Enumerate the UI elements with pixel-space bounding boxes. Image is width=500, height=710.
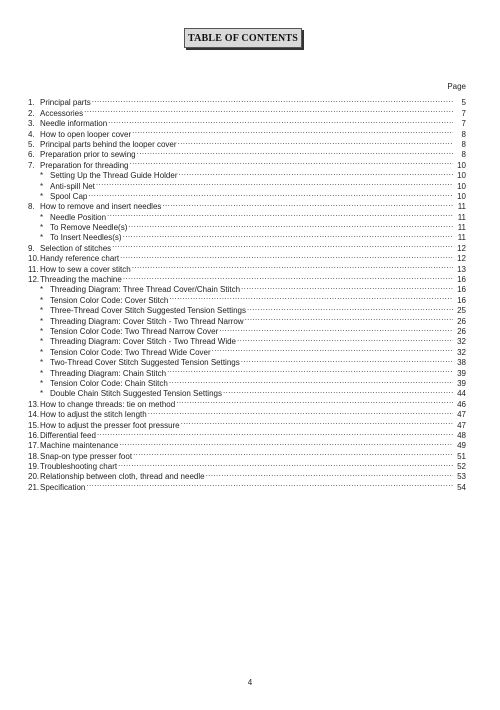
entry-number: 18. — [28, 451, 40, 461]
entry-page-number: 5 — [461, 98, 466, 108]
entry-page-number: 16 — [457, 295, 466, 305]
entry-number: 20. — [28, 472, 40, 482]
entry-label: Selection of stitches — [40, 243, 112, 253]
entry-page-number: 10 — [457, 181, 466, 191]
entry-label: Anti-spill Net — [50, 181, 95, 191]
entry-label: Tension Color Code: Two Thread Wide Cover — [50, 347, 211, 357]
dot-leader — [241, 355, 453, 365]
dot-leader — [120, 251, 453, 261]
entry-page-number: 32 — [457, 347, 466, 357]
entry-label: How to adjust the stitch length — [40, 410, 147, 420]
entry-page-number: 16 — [457, 275, 466, 285]
entry-number: 6. — [28, 150, 35, 160]
bullet-asterisk: * — [40, 191, 44, 201]
entry-label: Threading Diagram: Chain Stitch — [50, 368, 167, 378]
entry-page-number: 44 — [457, 389, 466, 399]
dot-leader — [169, 292, 453, 302]
entry-label: Specification — [40, 482, 86, 492]
bullet-asterisk: * — [40, 306, 44, 316]
entry-page-number: 8 — [461, 139, 466, 149]
entry-number: 15. — [28, 420, 40, 430]
entry-page-number: 13 — [457, 264, 466, 274]
entry-number: 19. — [28, 462, 40, 472]
entry-label: To Insert Needles(s) — [50, 233, 122, 243]
entry-label: Double Chain Stitch Suggested Tension Settings — [50, 389, 222, 399]
entry-label: Setting Up the Thread Guide Holder — [50, 171, 178, 181]
bullet-asterisk: * — [40, 337, 44, 347]
dot-leader — [167, 365, 453, 375]
entry-number: 8. — [28, 202, 35, 212]
dot-leader — [84, 105, 453, 115]
entry-number: 5. — [28, 139, 35, 149]
entry-page-number: 16 — [457, 285, 466, 295]
entry-label: Three-Thread Cover Stitch Suggested Tension Settings — [50, 306, 246, 316]
dot-leader — [247, 303, 453, 313]
dot-leader — [108, 116, 453, 126]
entry-number: 7. — [28, 160, 35, 170]
dot-leader — [178, 137, 453, 147]
entry-label: To Remove Needle(s) — [50, 223, 128, 233]
entry-number: 4. — [28, 129, 35, 139]
entry-label: Needle Position — [50, 212, 107, 222]
entry-page-number: 10 — [457, 171, 466, 181]
dot-leader — [137, 147, 453, 157]
entry-label: Spool Cap — [50, 191, 88, 201]
dot-leader — [148, 407, 453, 417]
entry-page-number: 11 — [457, 233, 466, 243]
bullet-asterisk: * — [40, 368, 44, 378]
entry-page-number: 51 — [457, 451, 466, 461]
page-column-header: Page — [447, 82, 466, 91]
dot-leader — [206, 469, 453, 479]
dot-leader — [107, 209, 453, 219]
entry-label: How to adjust the presser foot pressure — [40, 420, 180, 430]
toc-entry[interactable] — [28, 105, 466, 118]
entry-page-number: 47 — [457, 420, 466, 430]
entry-page-number: 10 — [457, 160, 466, 170]
dot-leader — [88, 189, 453, 199]
entry-label: Threading the machine — [40, 275, 122, 285]
dot-leader — [119, 438, 453, 448]
entry-number: 9. — [28, 243, 35, 253]
toc-entry[interactable] — [28, 199, 466, 212]
entry-number: 14. — [28, 410, 40, 420]
entry-label: How to open looper cover — [40, 129, 132, 139]
bullet-asterisk: * — [40, 378, 44, 388]
entry-page-number: 52 — [457, 462, 466, 472]
entry-page-number: 26 — [457, 316, 466, 326]
dot-leader — [212, 344, 453, 354]
entry-label: Machine maintenance — [40, 441, 119, 451]
entry-page-number: 48 — [457, 430, 466, 440]
dot-leader — [97, 428, 453, 438]
entry-page-number: 10 — [457, 191, 466, 201]
bullet-asterisk: * — [40, 285, 44, 295]
toc-entry[interactable] — [28, 95, 466, 108]
dot-leader — [219, 324, 453, 334]
entry-number: 16. — [28, 430, 40, 440]
entry-number: 2. — [28, 108, 35, 118]
entry-label: Threading Diagram: Cover Stitch - Two Thread Wide — [50, 337, 237, 347]
entry-number: 17. — [28, 441, 40, 451]
toc-title: TABLE OF CONTENTS — [187, 32, 299, 44]
entry-page-number: 47 — [457, 410, 466, 420]
dot-leader — [181, 417, 453, 427]
dot-leader — [178, 168, 453, 178]
dot-leader — [133, 448, 453, 458]
entry-label: Principal parts behind the looper cover — [40, 139, 177, 149]
entry-label: How to sew a cover stitch — [40, 264, 131, 274]
entry-number: 21. — [28, 482, 40, 492]
entry-page-number: 8 — [461, 150, 466, 160]
entry-label: Tension Color Code: Cover Stitch — [50, 295, 169, 305]
entry-number: 11. — [28, 264, 39, 274]
entry-page-number: 38 — [457, 358, 466, 368]
entry-page-number: 7 — [461, 108, 466, 118]
entry-label: Principal parts — [40, 98, 91, 108]
entry-label: Tension Color Code: Chain Stitch — [50, 378, 168, 388]
entry-label: Handy reference chart — [40, 254, 120, 264]
entry-page-number: 54 — [457, 482, 466, 492]
dot-leader — [128, 220, 453, 230]
entry-label: Needle information — [40, 119, 108, 129]
entry-page-number: 12 — [457, 254, 466, 264]
bullet-asterisk: * — [40, 295, 44, 305]
entry-number: 1. — [28, 98, 35, 108]
entry-label: How to change threads: tie on method — [40, 399, 176, 409]
entry-label: Two-Thread Cover Stitch Suggested Tension Settings — [50, 358, 240, 368]
dot-leader — [223, 386, 453, 396]
entry-number: 10. — [28, 254, 40, 264]
entry-page-number: 11 — [457, 212, 466, 222]
entry-label: Threading Diagram: Cover Stitch - Two Thread Narrow — [50, 316, 244, 326]
footer-page-number: 4 — [247, 678, 253, 687]
entry-label: Preparation for threading — [40, 160, 129, 170]
dot-leader — [241, 282, 453, 292]
entry-page-number: 32 — [457, 337, 466, 347]
entry-number: 13. — [28, 399, 40, 409]
dot-leader — [86, 479, 453, 489]
dot-leader — [132, 261, 453, 271]
entry-page-number: 11 — [457, 223, 466, 233]
bullet-asterisk: * — [40, 358, 44, 368]
dot-leader — [176, 396, 453, 406]
dot-leader — [118, 459, 453, 469]
dot-leader — [245, 313, 453, 323]
dot-leader — [123, 272, 453, 282]
toc-entry[interactable] — [28, 116, 466, 129]
entry-number: 3. — [28, 119, 35, 129]
entry-label: Relationship between cloth, thread and needle — [40, 472, 205, 482]
bullet-asterisk: * — [40, 171, 44, 181]
toc-subentry[interactable] — [28, 189, 466, 199]
bullet-asterisk: * — [40, 326, 44, 336]
bullet-asterisk: * — [40, 316, 44, 326]
bullet-asterisk: * — [40, 223, 44, 233]
dot-leader — [169, 376, 453, 386]
entry-page-number: 49 — [457, 441, 466, 451]
dot-leader — [96, 178, 453, 188]
entry-label: Accessories — [40, 108, 84, 118]
entry-page-number: 26 — [457, 326, 466, 336]
dot-leader — [112, 240, 453, 250]
entry-label: How to remove and insert needles — [40, 202, 162, 212]
dot-leader — [123, 230, 453, 240]
dot-leader — [162, 199, 453, 209]
bullet-asterisk: * — [40, 233, 44, 243]
bullet-asterisk: * — [40, 389, 44, 399]
entry-page-number: 53 — [457, 472, 466, 482]
toc-entry[interactable] — [28, 479, 466, 492]
toc-list — [28, 95, 466, 490]
entry-page-number: 39 — [457, 368, 466, 378]
entry-page-number: 7 — [461, 119, 466, 129]
entry-page-number: 39 — [457, 378, 466, 388]
toc-title-box — [184, 28, 302, 48]
entry-page-number: 25 — [457, 306, 466, 316]
bullet-asterisk: * — [40, 212, 44, 222]
entry-label: Troubleshooting chart — [40, 462, 118, 472]
entry-page-number: 46 — [457, 399, 466, 409]
bullet-asterisk: * — [40, 181, 44, 191]
bullet-asterisk: * — [40, 347, 44, 357]
entry-number: 12. — [28, 275, 40, 285]
entry-label: Snap-on type presser foot — [40, 451, 133, 461]
entry-label: Preparation prior to sewing — [40, 150, 136, 160]
entry-page-number: 12 — [457, 243, 466, 253]
dot-leader — [237, 334, 453, 344]
entry-page-number: 11 — [457, 202, 466, 212]
entry-label: Tension Color Code: Two Thread Narrow Cover — [50, 326, 219, 336]
entry-page-number: 8 — [461, 129, 466, 139]
dot-leader — [92, 95, 453, 105]
entry-label: Threading Diagram: Three Thread Cover/Chain Stitch — [50, 285, 241, 295]
dot-leader — [130, 157, 454, 167]
entry-label: Differential feed — [40, 430, 96, 440]
dot-leader — [132, 126, 453, 136]
